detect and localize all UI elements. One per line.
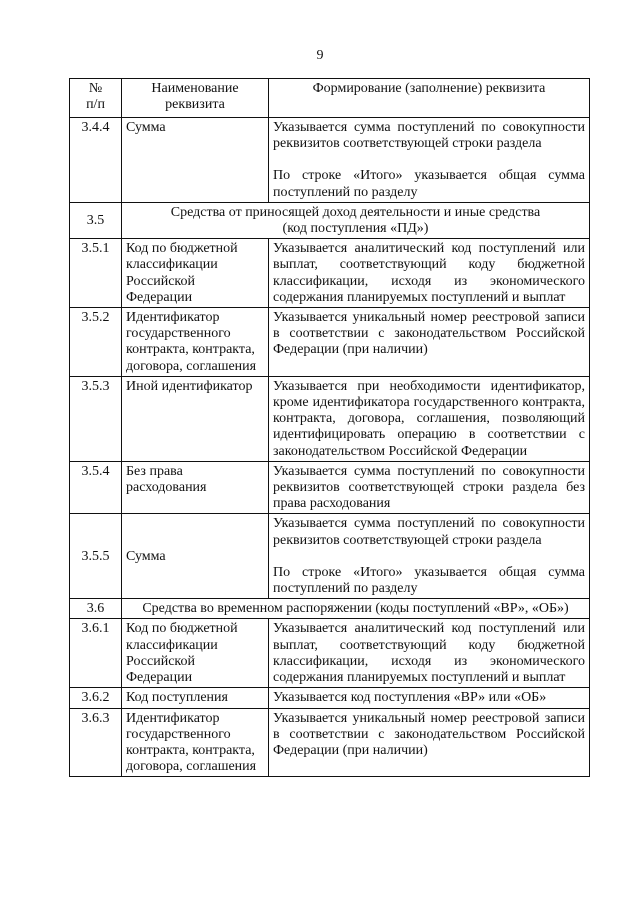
table-row [70,118,590,203]
row-text: Указывается аналитический код поступлений или выплат, соответствующий коду бюджетной классификации, исходя из экономического содержания планируемых поступлений и выплат [269,619,590,688]
row-text-paragraph: Указывается сумма поступлений по совокупности реквизитов соответствующей строки раздела [273,516,585,548]
row-name: Сумма [122,118,269,203]
table-row [70,619,590,688]
row-name: Иной идентификатор [122,376,269,461]
row-name: Без права расходования [122,461,269,514]
row-number: 3.6.3 [70,708,122,777]
section-title: Средства во временном распоряжении (коды поступлений «ВР», «ОБ») [122,599,590,619]
row-text [269,118,590,203]
section-number: 3.5 [70,202,122,238]
paragraph-gap [273,152,585,168]
header-num: № п/п [70,79,122,118]
header-formation: Формирование (заполнение) реквизита [269,79,590,118]
row-text [269,514,590,599]
row-text-paragraph: По строке «Итого» указывается общая сумма поступлений по разделу [273,564,585,597]
row-name: Идентификатор государственного контракта, контракта, договора, соглашения [122,708,269,777]
section-title-line: Средства от приносящей доход деятельности и иные средства [170,204,541,220]
row-number: 3.5.1 [70,239,122,308]
row-number: 3.6.2 [70,688,122,708]
row-number: 3.4.4 [70,118,122,203]
section-number: 3.6 [70,599,122,619]
section-row [70,599,590,619]
row-number: 3.5.4 [70,461,122,514]
requisites-table [69,78,590,777]
row-name: Код по бюджетной классификации Российской Федерации [122,239,269,308]
row-text: Указывается уникальный номер реестровой записи в соответствии с законодательством Российской Федерации (при наличии) [269,308,590,377]
table-header-row [70,79,590,118]
page-number: 9 [316,48,324,63]
section-subtitle-line: (код поступления «ПД») [282,221,429,237]
row-name: Сумма [122,514,269,599]
row-text-paragraph: По строке «Итого» указывается общая сумма поступлений по разделу [273,168,585,200]
section-row [70,202,590,238]
row-number: 3.5.3 [70,376,122,461]
row-number: 3.6.1 [70,619,122,688]
row-text: Указывается код поступления «ВР» или «ОБ» [269,688,590,708]
row-name: Код по бюджетной классификации Российской Федерации [122,619,269,688]
row-number: 3.5.2 [70,308,122,377]
row-number: 3.5.5 [70,514,122,599]
table-row [70,376,590,461]
section-title [122,202,590,238]
table-row [70,308,590,377]
row-text: Указывается при необходимости идентификатор, кроме идентификатора государственного контракта, контракта, договора, соглашения, позволяющий идентифицировать операцию в соответствии с законодательством Российской Федерации [269,376,590,461]
header-name: Наименование реквизита [122,79,269,118]
row-name: Идентификатор государственного контракта, контракта, договора, соглашения [122,308,269,377]
table-row [70,514,590,599]
row-text: Указывается сумма поступлений по совокупности реквизитов соответствующей строки раздела без права расходования [269,461,590,514]
row-name: Код поступления [122,688,269,708]
paragraph-gap [273,549,585,565]
table-row [70,461,590,514]
row-text-paragraph: Указывается сумма поступлений по совокупности реквизитов соответствующей строки раздела [273,120,585,152]
row-text: Указывается аналитический код поступлений или выплат, соответствующий коду бюджетной классификации, исходя из экономического содержания планируемых поступлений и выплат [269,239,590,308]
row-text: Указывается уникальный номер реестровой записи в соответствии с законодательством Российской Федерации (при наличии) [269,708,590,777]
table-row [70,688,590,708]
table-row [70,708,590,777]
table-row [70,239,590,308]
